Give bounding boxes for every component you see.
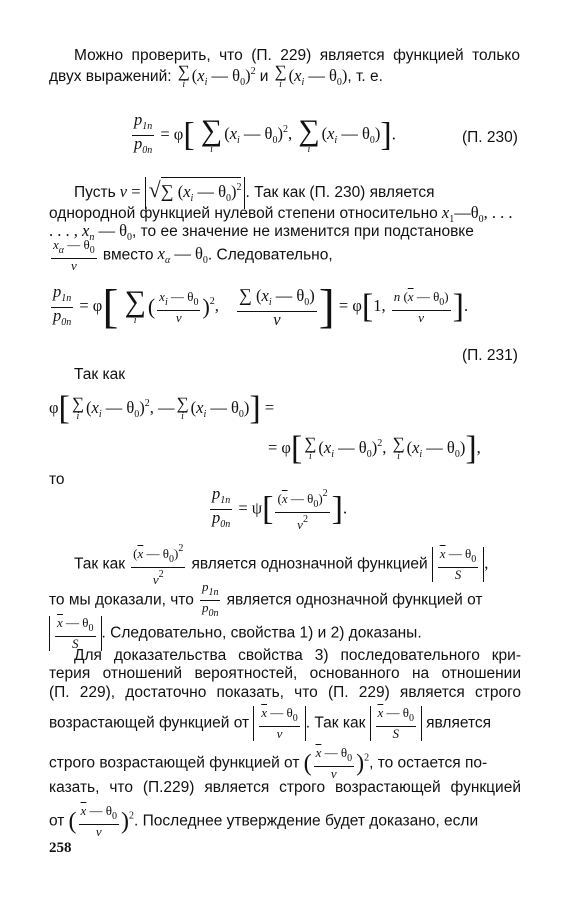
absolute-value: √∑ ($x_i$ — $\theta_0)^2$ [145, 177, 246, 209]
text-fragment: и [259, 68, 269, 85]
text-line-with-formula: строго возрастающей функцией от ( $\frac{\overline{x} — \theta_0}{v}$ )$^2$, то остается по- [49, 745, 488, 781]
text-fragment: . Так как (П. 230) является [245, 183, 435, 201]
fraction: $\frac{\sum (x_i — \theta_0)}{v}$ [239, 284, 315, 329]
text-line-with-formula [49, 580, 521, 621]
text-fragment: . Последнее утверждение будет доказано, если [134, 812, 479, 830]
text-fragment: от [49, 812, 65, 830]
text-fragment: , т. е. [347, 68, 383, 85]
text-fragment: является [426, 714, 492, 732]
fraction: $\frac{n (\overline{x} — \theta_0)}{v}$ [393, 288, 449, 325]
fraction: $\frac{\overline{x} — \theta_0}{S}$ [57, 615, 94, 651]
text-line: . . . , $x_n$ — $\theta_0$, то ее значение не изменится при подстановке [49, 221, 474, 243]
absolute-value [370, 706, 423, 741]
text-fragment: двух выражений: [49, 68, 172, 85]
equation-230: $\frac{p_{1n}}{p_{0n}}$ = φ[ ∑ i ($x_i$ — $\theta_0)^2$, ∑ i ($x_i$ — $\theta_0$)]. [130, 112, 396, 162]
text-line: то [49, 471, 65, 488]
equation-number: (П. 230) [462, 129, 518, 146]
absolute-value [253, 706, 306, 741]
text-fragment: строго возрастающей функцией от [49, 754, 300, 772]
fraction: $\frac{(\overline{x} — \theta_0)^2}{v^2}$ [133, 543, 184, 587]
text-line: казать, что (П.229) является строго возрастающей функцией [49, 779, 521, 796]
sum-symbol: ∑ i [200, 113, 223, 155]
fraction: $\frac{\overline{x} — \theta_0}{S}$ [377, 705, 415, 741]
fraction: $\frac{(\overline{x} — \theta_0)^2}{v^2}$ [277, 488, 328, 532]
sum-symbol: ∑ i [298, 113, 320, 155]
fraction: $\frac{\overline{x} — \theta_0}{S}$ [439, 546, 477, 582]
sum-symbol: ∑ i [176, 394, 189, 422]
page-number: 258 [49, 840, 72, 856]
text-line: $\frac{x_\alpha — \theta_0}{v}$ вместо $x_\alpha$ — $\theta_0$. Следовательно, [53, 237, 333, 273]
text-line: Так как [74, 366, 126, 383]
text-fragment: то мы доказали, что [49, 591, 194, 609]
fraction: $\frac{x_\alpha — \theta_0}{v}$ [53, 237, 95, 273]
text-fragment: является однозначной функцией от [226, 591, 483, 609]
text-line: Для доказательства свойства 3) последовательного кри- [74, 647, 521, 664]
text-fragment: , то ее значение не изменится при подстановке [131, 223, 474, 240]
equation-line: = φ[ ∑ i ($x_i$ — $\theta_0)^2$, ∑ i ($x_i$ — $\theta_0$)], [268, 430, 481, 467]
sum-symbol: ∑ i [124, 285, 146, 326]
text-fragment: является однозначной функцией [191, 555, 428, 573]
text-fragment: . Следовательно, свойства 1) и 2) доказаны. [101, 624, 422, 642]
text-line: терия отношений вероятностей, основанного на отношении [49, 665, 521, 682]
text-line-with-formula: Так как $\frac{(\overline{x} — \theta_0)^2}{v^2}$ является однозначной функцией $\frac{\overline{x} — \theta_0}{S}$ , [74, 543, 489, 587]
text-fragment: возрастающей функцией от [49, 714, 250, 732]
sum-symbol: ∑ i [304, 434, 317, 462]
fraction: $\frac{p_{1n}}{p_{0n}}$ [134, 110, 153, 156]
text-fragment: Пусть [74, 183, 116, 201]
text-fragment: . Следовательно, [207, 246, 333, 264]
text-fragment: вместо [102, 246, 154, 264]
fraction: $\frac{p_{1n}}{p_{0n}}$ [201, 579, 219, 619]
sum-symbol: ∑ i [177, 62, 190, 91]
sum-symbol: ∑ i [71, 394, 84, 422]
text-line-with-formula [49, 706, 521, 741]
fraction: $\frac{\overline{x} — \theta_0}{v}$ [80, 803, 118, 839]
equation-number: (П. 231) [462, 347, 518, 364]
sum-symbol: ∑ i [274, 62, 287, 91]
text-fragment: однородной функцией нулевой степени относительно [49, 205, 438, 222]
text-fragment: Так как [74, 555, 126, 573]
equation-line: $\frac{p_{1n}}{p_{0n}}$ = ψ[ $\frac{(\overline{x} — \theta_0)^2}{v^2}$ ]. [212, 484, 348, 532]
fraction: $\frac{x_i — \theta_0}{v}$ [159, 288, 199, 325]
text-line-with-formula: от ( $\frac{\overline{x} — \theta_0}{v}$ )$^2$. Последнее утверждение будет доказано, если [49, 803, 479, 839]
equation-line: φ[ ∑ i ($x_i$ — $\theta_0)^2$, — ∑ i ($x_i$ — $\theta_0$)] = [49, 390, 275, 427]
text-fragment: . Так как [305, 714, 366, 732]
text-line-with-sums: двух выражений: ∑ i ($x_i$ — $\theta_0)^2$ и ∑ i ($x_i$ — $\theta_0$), т. е. [49, 62, 383, 91]
fraction: $\frac{\overline{x} — \theta_0}{v}$ [315, 745, 353, 781]
text-line: Можно проверить, что (П. 229) является функцией только [74, 47, 520, 64]
text-line: (П. 229), достаточно показать, что (П. 229) является строго [49, 684, 521, 701]
equation-231: $\frac{p_{1n}}{p_{0n}}$ = φ[ ∑ i ( $\frac{x_i — \theta_0}{v}$ )$^2$, $\frac{\sum (x_i — \theta_0)}{v}$ ] = φ[1, $\frac{n (\overline{x} — \theta_0)}{v}$ ]. [53, 280, 469, 333]
sum-symbol: ∑ i [392, 434, 405, 462]
text-line-with-formula: Пусть v = √∑ ($x_i$ — $\theta_0)^2$ . Так как (П. 230) является [74, 177, 521, 209]
fraction: $\frac{\overline{x} — \theta_0}{v}$ [261, 705, 298, 741]
text-fragment: , то остается по- [369, 754, 488, 772]
text-line: однородной функцией нулевой степени относительно $x_1—\theta_0$, . . . [49, 203, 513, 225]
absolute-value [432, 547, 485, 582]
fraction: $\frac{p_{1n}}{p_{0n}}$ [212, 484, 231, 530]
fraction: $\frac{p_{1n}}{p_{0n}}$ [53, 281, 72, 328]
